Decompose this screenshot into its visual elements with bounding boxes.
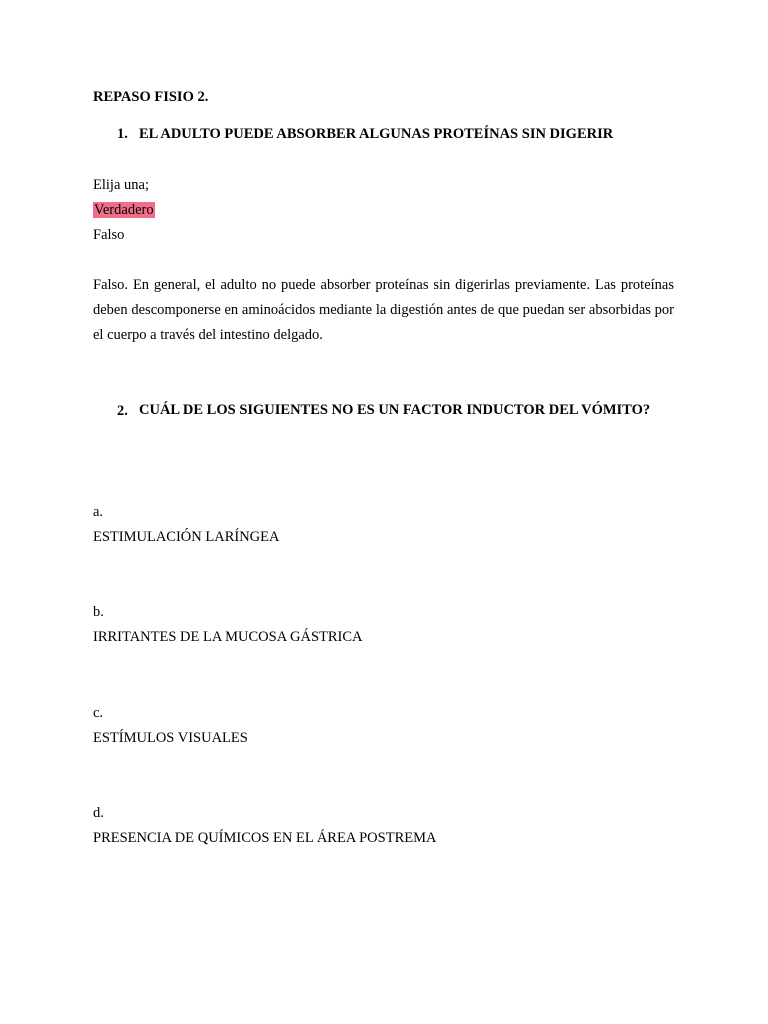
question-1-text: EL ADULTO PUEDE ABSORBER ALGUNAS PROTEÍNAS SIN DIGERIR: [139, 126, 614, 142]
highlighted-answer: Verdadero: [94, 202, 154, 218]
option-d-letter: d.: [93, 805, 104, 821]
document-title: REPASO FISIO 2.: [93, 89, 209, 105]
question-1-explanation: Falso. En general, el adulto no puede absorber proteínas sin digerirlas previamente. Las proteínas deben descomponerse en aminoácidos mediante la digestión antes de que puedan ser absorbidas por el cuerpo a través del intestino delgado.: [93, 277, 674, 343]
option-b-letter: b.: [93, 604, 104, 620]
question-1-option-true[interactable]: [93, 201, 155, 219]
option-a-text[interactable]: ESTIMULACIÓN LARÍNGEA: [93, 529, 280, 545]
option-a-letter: a.: [93, 504, 104, 520]
option-c-text[interactable]: ESTÍMULOS VISUALES: [93, 730, 248, 746]
question-1-prompt: Elija una;: [93, 177, 149, 193]
question-2-text: CUÁL DE LOS SIGUIENTES NO ES UN FACTOR INDUCTOR DEL VÓMITO?: [139, 402, 651, 418]
question-1-option-false[interactable]: Falso: [93, 227, 125, 243]
option-c-letter: c.: [93, 705, 104, 721]
question-2-number: 2.: [117, 403, 128, 419]
option-b-text[interactable]: IRRITANTES DE LA MUCOSA GÁSTRICA: [93, 629, 363, 645]
option-d-text[interactable]: PRESENCIA DE QUÍMICOS EN EL ÁREA POSTREMA: [93, 830, 437, 846]
question-1-number: 1.: [117, 126, 128, 142]
